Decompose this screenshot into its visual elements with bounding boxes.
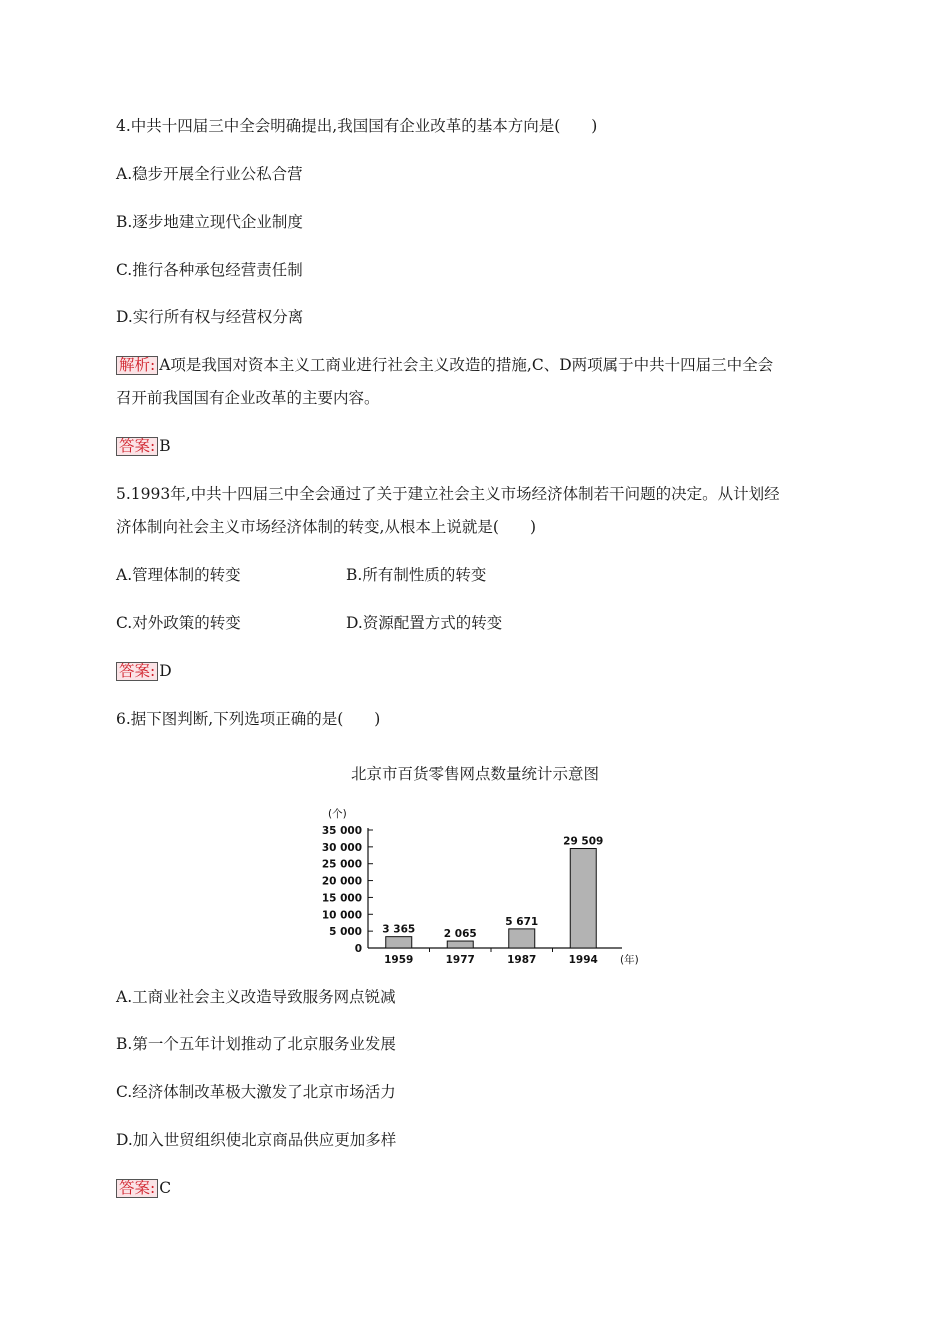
q6-option-d: D.加入世贸组织使北京商品供应更加多样	[116, 1131, 397, 1149]
q6-option-a: A.工商业社会主义改造导致服务网点锐减	[116, 988, 396, 1006]
q4-option-a: A.稳步开展全行业公私合营	[116, 165, 303, 183]
q6-answer-value: C	[159, 1179, 172, 1197]
value-label-1959: 3 365	[382, 923, 416, 936]
q6-stem: 6.据下图判断,下列选项正确的是( )	[116, 710, 381, 728]
q4-option-b: B.逐步地建立现代企业制度	[116, 213, 303, 231]
y-tick-label: 15 000	[321, 892, 362, 905]
bar-1959	[386, 937, 412, 948]
y-axis-unit: (个)	[328, 808, 347, 820]
x-tick-label-1959: 1959	[384, 954, 414, 966]
y-tick-label: 30 000	[321, 841, 362, 854]
q6-answer	[116, 1178, 171, 1198]
value-label-1994: 29 509	[563, 835, 604, 848]
q4-answer	[116, 436, 171, 456]
answer-tag: 答案:	[116, 437, 158, 456]
chart-x-labels	[384, 948, 598, 966]
q6-option-c: C.经济体制改革极大激发了北京市场活力	[116, 1083, 396, 1101]
bar-1977	[447, 941, 473, 948]
chart-bars	[386, 849, 597, 948]
answer-tag: 答案:	[116, 662, 158, 681]
chart-y-ticks	[322, 825, 373, 955]
bar-1987	[509, 929, 535, 948]
answer-tag: 答案:	[116, 1179, 158, 1198]
y-tick-label: 20 000	[321, 875, 362, 888]
q4-stem: 4.中共十四届三中全会明确提出,我国国有企业改革的基本方向是( )	[116, 117, 598, 135]
q4-analysis-text: A项是我国对资本主义工商业进行社会主义改造的措施,C、D两项属于中共十四届三中全会	[159, 356, 774, 374]
q5-stem-cont: 济体制向社会主义市场经济体制的转变,从根本上说就是( )	[116, 518, 537, 536]
q5-option-c: C.对外政策的转变	[116, 614, 241, 632]
analysis-tag: 解析:	[116, 356, 158, 375]
x-tick-label-1977: 1977	[445, 954, 475, 966]
q5-option-a: A.管理体制的转变	[116, 566, 241, 584]
q4-option-c: C.推行各种承包经营责任制	[116, 261, 303, 279]
x-tick-label-1994: 1994	[568, 954, 598, 966]
q5-answer	[116, 661, 172, 681]
y-tick-label: 0	[354, 943, 362, 955]
q5-option-d: D.资源配置方式的转变	[346, 614, 503, 632]
q6-option-b: B.第一个五年计划推动了北京服务业发展	[116, 1035, 396, 1053]
y-tick-label: 5 000	[329, 926, 362, 939]
q5-option-b: B.所有制性质的转变	[346, 566, 487, 584]
y-tick-label: 10 000	[321, 909, 362, 922]
q5-stem: 5.1993年,中共十四届三中全会通过了关于建立社会主义市场经济体制若干问题的决定。从计划经	[116, 485, 780, 503]
value-label-1987: 5 671	[505, 915, 539, 928]
x-tick-label-1987: 1987	[507, 954, 537, 966]
chart-title: 北京市百货零售网点数量统计示意图	[350, 765, 599, 783]
q4-analysis-cont: 召开前我国国有企业改革的主要内容。	[116, 389, 380, 407]
y-tick-label: 25 000	[321, 858, 362, 871]
q4-analysis	[116, 355, 773, 375]
q5-answer-value: D	[159, 662, 172, 680]
bar-1994	[570, 849, 596, 948]
q4-option-d: D.实行所有权与经营权分离	[116, 308, 304, 326]
x-axis-unit: (年)	[620, 954, 639, 966]
q4-answer-value: B	[159, 437, 171, 455]
value-label-1977: 2 065	[443, 928, 477, 941]
bar-chart	[310, 800, 640, 970]
y-tick-label: 35 000	[321, 825, 362, 837]
